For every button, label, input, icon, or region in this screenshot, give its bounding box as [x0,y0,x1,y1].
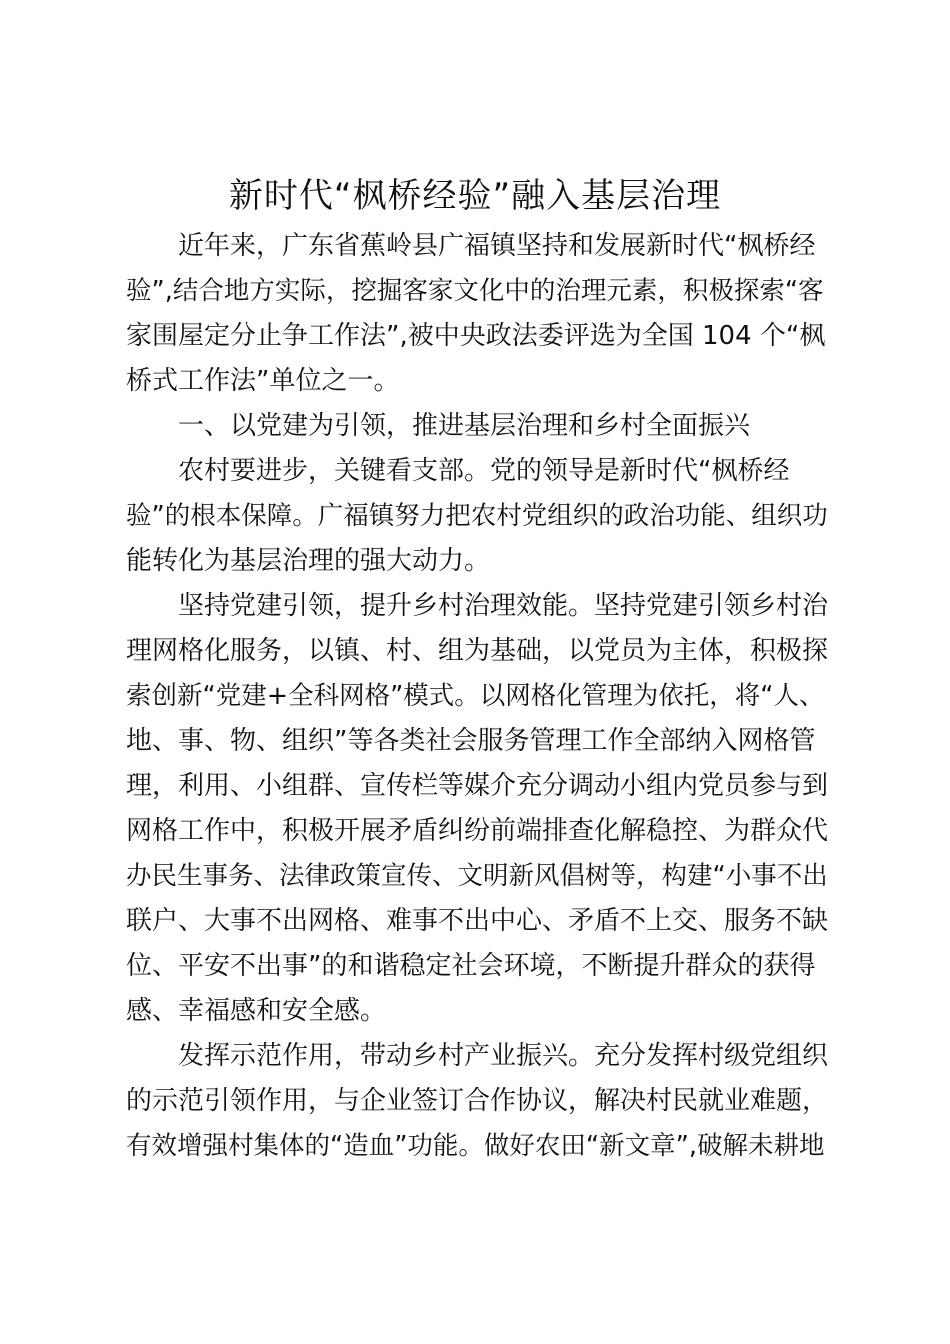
paragraph-line: 有效增强村集体的“造血”功能。做好农田“新文章”,破解未耕地 [126,1131,825,1161]
paragraph-line: 农村要进步，关键看支部。党的领导是新时代“枫桥经 [178,456,790,486]
paragraph-line: 感、幸福感和安全感。 [126,996,387,1026]
section-heading: 一、以党建为引领，推进基层治理和乡村全面振兴 [178,411,751,441]
paragraph-line: 办民生事务、法律政策宣传、文明新风倡树等，构建“小事不出 [126,861,828,891]
paragraph-line: 坚持党建引领，提升乡村治理效能。坚持党建引领乡村治 [178,591,829,621]
paragraph-line: 地、事、物、组织”等各类社会服务管理工作全部纳入网格管 [126,726,816,756]
paragraph-line: 桥式工作法”单位之一。 [126,366,400,396]
paragraph-line: 索创新“党建+全科网格”模式。以网格化管理为依托，将“人、 [126,681,825,711]
paragraph-line: 验”的根本保障。广福镇努力把农村党组织的政治功能、组织功 [126,501,828,531]
paragraph-line: 发挥示范作用，带动乡村产业振兴。充分发挥村级党组织 [178,1041,829,1071]
paragraph-line: 验”,结合地方实际，挖掘客家文化中的治理元素，积极探索“客 [126,276,824,306]
paragraph-line: 能转化为基层治理的强大动力。 [126,546,491,576]
paragraph-line: 网格工作中，积极开展矛盾纠纷前端排查化解稳控、为群众代 [126,816,829,846]
paragraph-line: 近年来，广东省蕉岭县广福镇坚持和发展新时代“枫桥经 [178,231,816,261]
paragraph-line: 家围屋定分止争工作法”,被中央政法委评选为全国 104 个“枫 [126,321,826,351]
paragraph-line: 位、平安不出事”的和谐稳定社会环境，不断提升群众的获得 [126,951,816,981]
paragraph-line: 联户、大事不出网格、难事不出中心、矛盾不上交、服务不缺 [126,906,829,936]
paragraph-line: 的示范引领作用，与企业签订合作协议，解决村民就业难题， [126,1086,829,1116]
paragraph-line: 理，利用、小组群、宣传栏等媒介充分调动小组内党员参与到 [126,771,829,801]
document-title: 新时代“枫桥经验”融入基层治理 [228,176,722,216]
paragraph-line: 理网格化服务，以镇、村、组为基础，以党员为主体，积极探 [126,636,829,666]
